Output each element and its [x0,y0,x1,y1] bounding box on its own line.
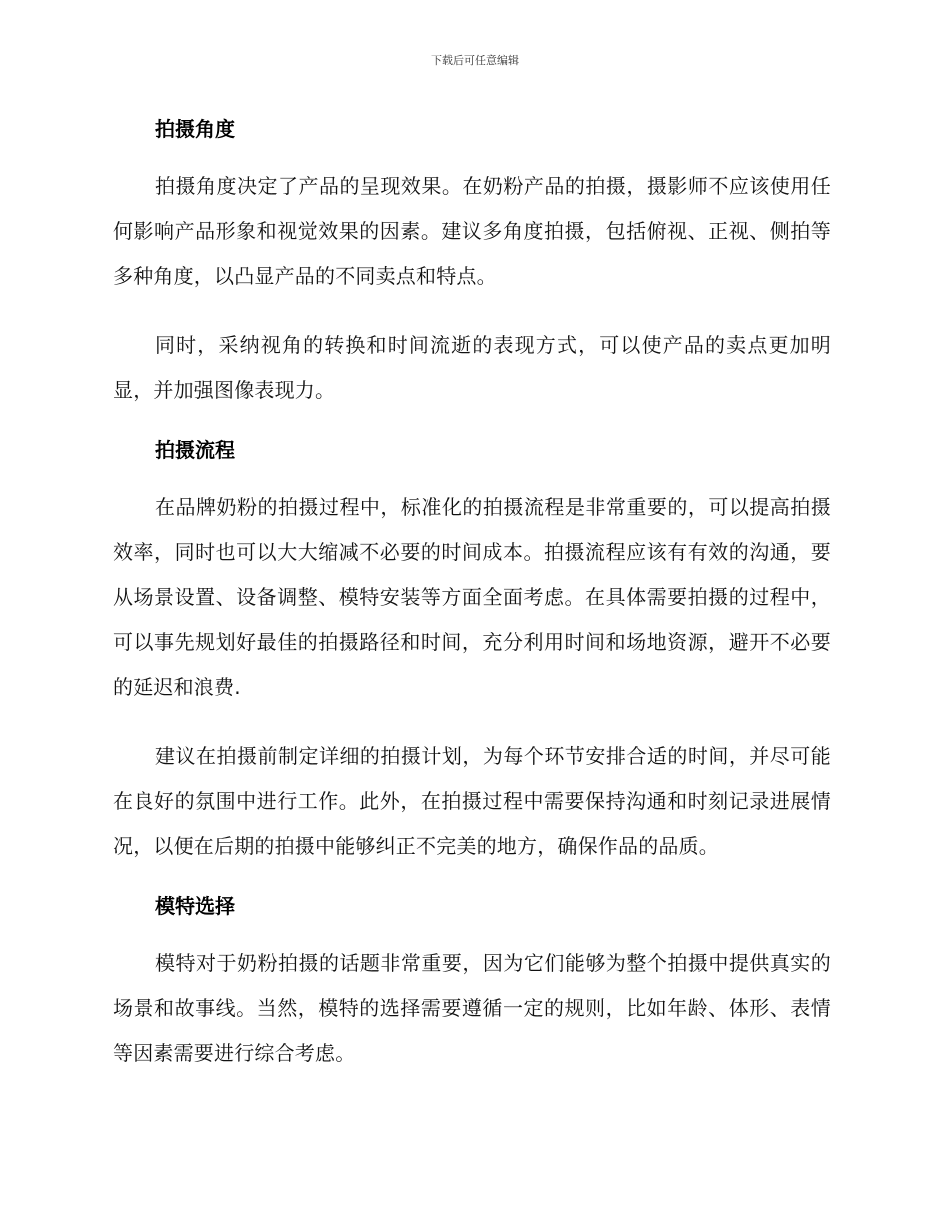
section-heading-shooting-process: 拍摄流程 [155,438,235,462]
section-heading-model-selection: 模特选择 [155,894,235,918]
paragraph-model-selection-1: 模特对于奶粉拍摄的话题非常重要，因为它们能够为整个拍摄中提供真实的场景和故事线。当然，模特的选择需要遵循一定的规则，比如年龄、体形、表情等因素需要进行综合考虑。 [113,951,831,1065]
document-content [113,112,831,1100]
paragraph-shooting-process-1: 在品牌奶粉的拍摄过程中，标准化的拍摄流程是非常重要的，可以提高拍摄效率，同时也可以大大缩减不必要的时间成本。拍摄流程应该有有效的沟通，要从场景设置、设备调整、模特安装等方面全面考虑。在具体需要拍摄的过程中，可以事先规划好最佳的拍摄路径和时间，充分利用时间和场地资源，避开不必要的延迟和浪费. [113,495,831,699]
paragraph-shooting-angle-2: 同时，采纳视角的转换和时间流逝的表现方式，可以使产品的卖点更加明显，并加强图像表现力。 [113,333,831,402]
paragraph-shooting-process-2: 建议在拍摄前制定详细的拍摄计划，为每个环节安排合适的时间，并尽可能在良好的氛围中进行工作。此外，在拍摄过程中需要保持沟通和时刻记录进展情况，以便在后期的拍摄中能够纠正不完美的地方，确保作品的品质。 [113,744,831,858]
section-heading-shooting-angle: 拍摄角度 [155,117,235,141]
paragraph-shooting-angle-1: 拍摄角度决定了产品的呈现效果。在奶粉产品的拍摄，摄影师不应该使用任何影响产品形象和视觉效果的因素。建议多角度拍摄，包括俯视、正视、侧拍等多种角度，以凸显产品的不同卖点和特点。 [113,174,831,288]
header-note: 下载后可任意编辑 [431,54,519,67]
